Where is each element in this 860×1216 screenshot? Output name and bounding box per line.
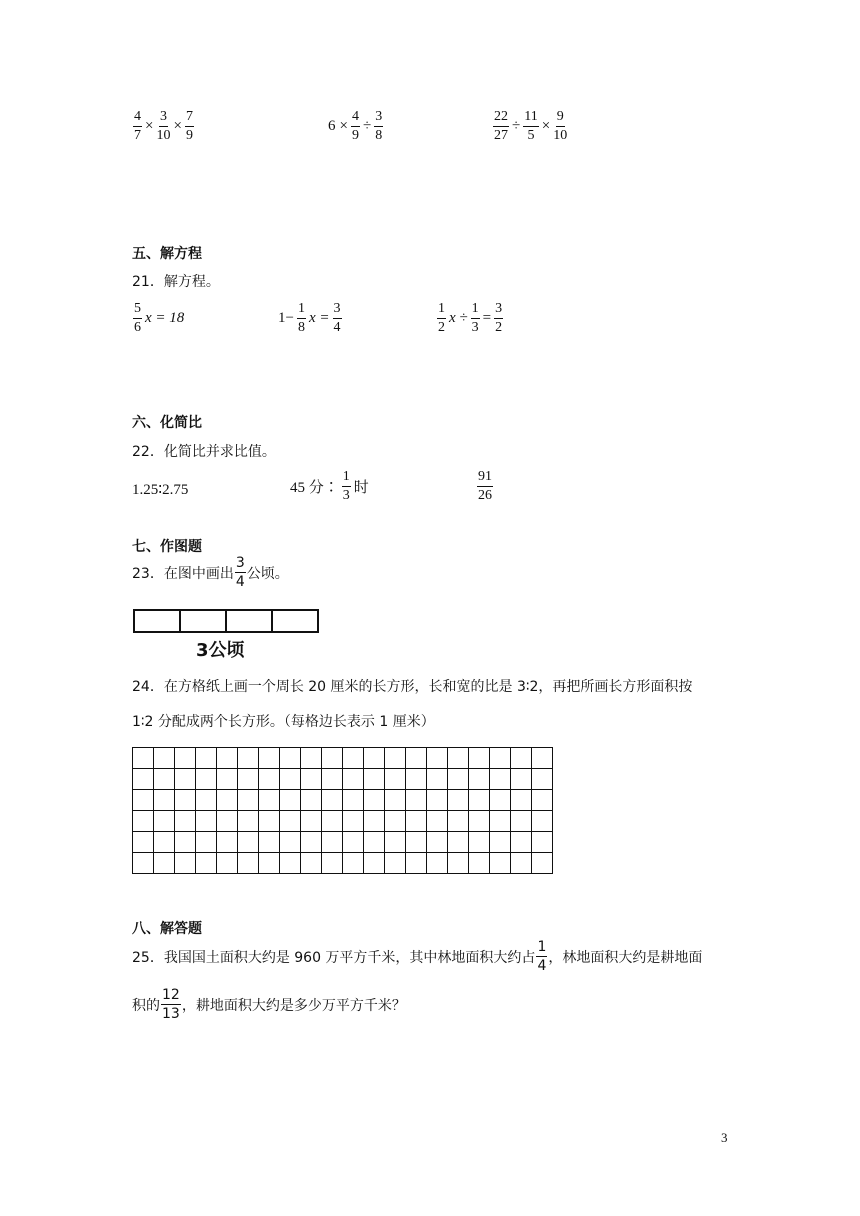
grid-cell[interactable] [280,853,301,874]
bar-cell [135,611,181,631]
question-24-line-2: 1∶2 分配成两个长方形。（每格边长表示 1 厘米） [132,714,435,730]
question-25-text-l2-end: ，耕地面积大约是多少万平方千米？ [181,997,406,1014]
grid-cell[interactable] [511,853,532,874]
grid-cell[interactable] [154,853,175,874]
grid-cell[interactable] [448,853,469,874]
page-number: 3 [721,1130,728,1145]
fraction-denominator: 13 [162,1006,180,1022]
fraction-numerator: 3 [235,555,245,571]
question-24-line-1: 24．在方格纸上画一个周长 20 厘米的长方形，长和宽的比是 3∶2，再把所画长方形面积按 [132,679,693,695]
section-heading-word-problems: 八、解答题 [132,921,202,937]
grid-row [133,811,553,832]
fraction-numerator: 11 [523,110,538,127]
grid-cell[interactable] [385,748,406,769]
fraction-numerator: 9 [556,110,565,127]
grid-cell[interactable] [259,832,280,853]
grid-cell[interactable] [175,748,196,769]
grid-cell[interactable] [427,853,448,874]
grid-cell[interactable] [448,790,469,811]
fraction-numerator: 1 [537,939,547,955]
fraction-numerator: 3 [374,110,383,127]
grid-cell[interactable] [175,790,196,811]
grid-cell[interactable] [280,832,301,853]
grid-cell[interactable] [427,790,448,811]
grid-cell[interactable] [322,769,343,790]
question-23-text-end: 公顷。 [246,565,289,582]
equation-1 [132,302,186,335]
bar-cell [181,611,227,631]
fraction-numerator: 1 [297,302,306,319]
fraction-numerator: 3 [159,110,168,127]
grid-cell[interactable] [385,769,406,790]
grid-cell[interactable] [406,811,427,832]
grid-cell[interactable] [385,790,406,811]
grid-cell[interactable] [511,811,532,832]
grid-cell[interactable] [238,748,259,769]
grid-cell[interactable] [280,790,301,811]
grid-row [133,769,553,790]
grid-cell[interactable] [280,769,301,790]
fraction-denominator: 9 [185,128,193,143]
grid-cell[interactable] [469,811,490,832]
fraction-denominator: 8 [297,320,305,335]
grid-cell[interactable] [364,790,385,811]
question-22: 22．化简比并求比值。 [132,444,276,460]
grid-cell[interactable] [238,790,259,811]
fraction-denominator: 26 [478,488,492,503]
operator: × [145,118,154,134]
grid-cell[interactable] [322,811,343,832]
graph-paper-grid[interactable] [132,747,553,874]
fraction-denominator: 9 [351,128,359,143]
calc-expression-2 [326,110,384,143]
ratio-2 [288,470,371,503]
fraction-denominator: 7 [134,128,141,143]
grid-cell[interactable] [238,769,259,790]
grid-cell[interactable] [532,811,553,832]
ratio-3 [476,470,494,503]
grid-cell[interactable] [133,811,154,832]
grid-cell[interactable] [133,832,154,853]
grid-cell[interactable] [301,832,322,853]
grid-cell[interactable] [343,832,364,853]
grid-cell[interactable] [280,748,301,769]
grid-cell[interactable] [301,769,322,790]
grid-cell[interactable] [406,832,427,853]
fraction-numerator: 12 [162,987,180,1003]
grid-cell[interactable] [448,748,469,769]
grid-cell[interactable] [343,811,364,832]
equation-3 [436,302,504,335]
calc-expression-1 [132,110,195,143]
fraction-numerator: 1 [471,302,480,319]
fraction-denominator: 8 [375,128,383,143]
grid-cell[interactable] [406,769,427,790]
grid-cell[interactable] [259,790,280,811]
fraction-denominator: 6 [134,320,141,335]
grid-cell[interactable] [532,832,553,853]
grid-cell[interactable] [364,832,385,853]
grid-cell[interactable] [511,769,532,790]
grid-cell[interactable] [532,790,553,811]
grid-cell[interactable] [133,853,154,874]
fraction-denominator: 10 [156,128,171,143]
grid-cell[interactable] [448,769,469,790]
grid-cell[interactable] [490,769,511,790]
grid-cell[interactable] [322,853,343,874]
grid-cell[interactable] [427,811,448,832]
grid-cell[interactable] [196,790,217,811]
grid-cell[interactable] [532,853,553,874]
question-25-text-l2: 积的 [132,997,160,1014]
fraction-denominator: 27 [494,128,508,143]
ratio-1: 1.25∶2.75 [132,482,189,498]
grid-cell[interactable] [448,811,469,832]
grid-cell[interactable] [217,811,238,832]
fraction-denominator: 4 [235,574,245,590]
fraction-numerator: 5 [133,302,142,319]
grid-cell[interactable] [511,748,532,769]
grid-cell[interactable] [385,832,406,853]
fraction-denominator: 2 [438,320,445,335]
fraction-denominator: 4 [537,958,547,974]
grid-cell[interactable] [427,769,448,790]
fraction-denominator: 5 [527,128,535,143]
fraction-numerator: 22 [493,110,509,127]
question-23 [132,556,289,589]
grid-cell[interactable] [238,853,259,874]
grid-cell[interactable] [469,748,490,769]
fraction-denominator: 10 [553,128,568,143]
grid-cell[interactable] [280,811,301,832]
question-25-text-cont: ，林地面积大约是耕地面 [548,949,703,966]
equation-rest: x = 18 [145,310,185,326]
grid-cell[interactable] [490,853,511,874]
grid-table[interactable] [132,747,553,874]
grid-cell[interactable] [385,811,406,832]
grid-cell[interactable] [154,790,175,811]
equals-sign: = [482,310,492,326]
fraction-numerator: 4 [133,110,142,127]
grid-cell[interactable] [196,748,217,769]
fraction-numerator: 1 [342,470,351,487]
grid-cell[interactable] [238,832,259,853]
grid-cell[interactable] [322,748,343,769]
grid-cell[interactable] [217,769,238,790]
grid-cell[interactable] [364,769,385,790]
grid-cell[interactable] [322,790,343,811]
grid-cell[interactable] [364,853,385,874]
equation-mid: x = [308,310,330,326]
grid-cell[interactable] [175,769,196,790]
question-25-line-2 [132,988,406,1021]
grid-cell[interactable] [469,832,490,853]
grid-cell[interactable] [175,853,196,874]
grid-row [133,853,553,874]
question-25-text: 25．我国国土面积大约是 960 万平方千米，其中林地面积大约占 [132,949,536,966]
grid-cell[interactable] [301,748,322,769]
grid-cell[interactable] [406,748,427,769]
fraction-numerator: 3 [494,302,503,319]
grid-cell[interactable] [217,853,238,874]
grid-cell[interactable] [259,811,280,832]
grid-cell[interactable] [154,811,175,832]
fraction-numerator: 91 [477,470,493,487]
calc-expression-3 [492,110,568,143]
grid-cell[interactable] [511,832,532,853]
grid-cell[interactable] [217,790,238,811]
equation-2 [276,302,343,335]
grid-cell[interactable] [196,811,217,832]
grid-cell[interactable] [448,832,469,853]
grid-cell[interactable] [133,790,154,811]
bar-cell [227,611,273,631]
grid-cell[interactable] [259,748,280,769]
grid-cell[interactable] [343,769,364,790]
grid-cell[interactable] [469,853,490,874]
question-23-text: 23．在图中画出 [132,565,234,582]
grid-cell[interactable] [364,748,385,769]
grid-cell[interactable] [196,769,217,790]
fraction-numerator: 3 [333,302,342,319]
fraction-numerator: 4 [351,110,360,127]
fraction-numerator: 7 [185,110,194,127]
grid-cell[interactable] [490,748,511,769]
grid-cell[interactable] [196,832,217,853]
grid-cell[interactable] [385,853,406,874]
bar-cell [273,611,317,631]
grid-cell[interactable] [322,832,343,853]
grid-row [133,832,553,853]
grid-cell[interactable] [259,853,280,874]
grid-cell[interactable] [301,811,322,832]
grid-cell[interactable] [490,790,511,811]
fraction-denominator: 3 [342,488,350,503]
grid-cell[interactable] [532,748,553,769]
grid-row [133,748,553,769]
operator: ÷ [362,118,372,134]
ratio-lead: 45 分∶ [290,480,339,496]
grid-cell[interactable] [406,853,427,874]
equation-lead: 1− [278,310,294,326]
grid-cell[interactable] [133,748,154,769]
grid-cell[interactable] [427,748,448,769]
grid-cell[interactable] [469,769,490,790]
leading-number: 6 [328,118,336,134]
grid-cell[interactable] [217,832,238,853]
grid-cell[interactable] [427,832,448,853]
grid-cell[interactable] [154,769,175,790]
grid-cell[interactable] [469,790,490,811]
fraction-denominator: 3 [471,320,479,335]
grid-cell[interactable] [490,832,511,853]
operator: × [339,118,348,134]
ratio-unit: 时 [353,480,369,496]
grid-cell[interactable] [154,832,175,853]
grid-cell[interactable] [301,853,322,874]
operator: × [173,118,182,134]
grid-cell[interactable] [154,748,175,769]
grid-cell[interactable] [511,790,532,811]
equation-mid: x ÷ [449,310,468,326]
fraction-denominator: 2 [495,320,503,335]
hectare-bar-label: 3公顷 [196,640,245,661]
grid-cell[interactable] [406,790,427,811]
section-heading-drawing: 七、作图题 [132,539,202,555]
hectare-bar [133,609,319,633]
operator: ÷ [512,118,521,134]
question-21: 21．解方程。 [132,274,220,290]
section-heading-solve-equations: 五、解方程 [132,246,202,262]
grid-cell[interactable] [175,811,196,832]
grid-cell[interactable] [532,769,553,790]
fraction-numerator: 1 [437,302,446,319]
section-heading-simplify-ratio: 六、化简比 [132,415,202,431]
grid-cell[interactable] [196,853,217,874]
fraction-denominator: 4 [333,320,341,335]
operator: × [541,118,551,134]
grid-row [133,790,553,811]
grid-cell[interactable] [343,790,364,811]
grid-cell[interactable] [133,769,154,790]
grid-cell[interactable] [301,790,322,811]
grid-cell[interactable] [259,769,280,790]
question-25-line-1 [132,940,702,973]
grid-cell[interactable] [343,853,364,874]
grid-cell[interactable] [490,811,511,832]
grid-cell[interactable] [217,748,238,769]
grid-cell[interactable] [238,811,259,832]
grid-cell[interactable] [343,748,364,769]
grid-cell[interactable] [364,811,385,832]
grid-cell[interactable] [175,832,196,853]
